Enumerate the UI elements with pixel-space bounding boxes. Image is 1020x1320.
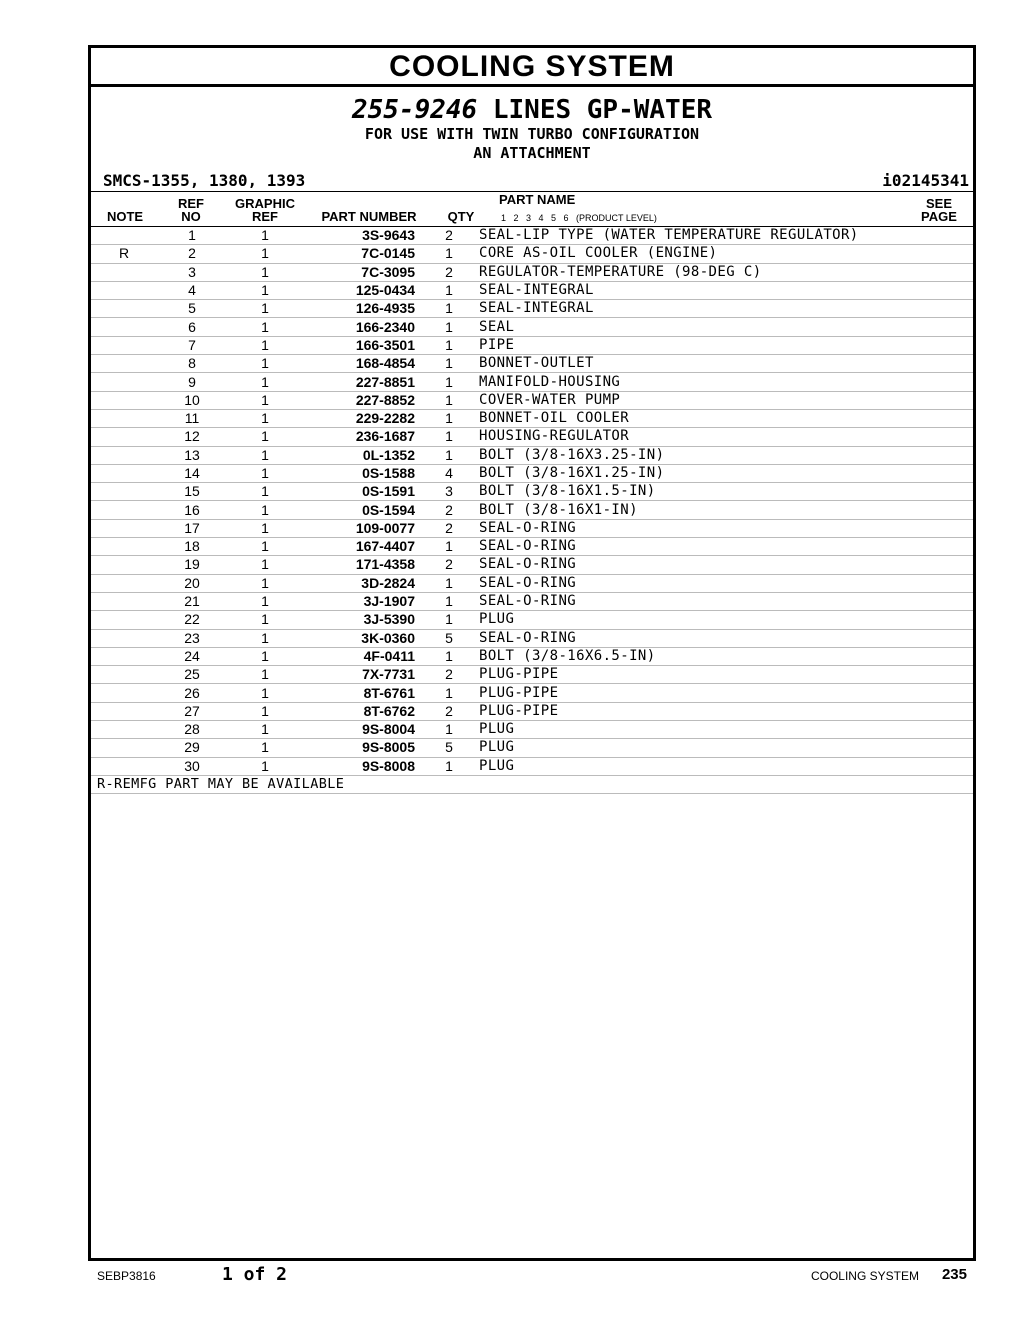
cell-part-name: BONNET-OIL COOLER bbox=[469, 409, 933, 427]
section-title-bar bbox=[91, 48, 973, 87]
cell-ref-no: 24 bbox=[157, 647, 227, 665]
cell-part-number: 9S-8008 bbox=[303, 757, 429, 775]
cell-part-name: PLUG bbox=[469, 757, 933, 775]
table-row bbox=[91, 300, 973, 318]
cell-note bbox=[91, 227, 157, 245]
table-row bbox=[91, 446, 973, 464]
col-qty: QTY bbox=[447, 209, 475, 224]
cell-note bbox=[91, 446, 157, 464]
cell-part-name: REGULATOR-TEMPERATURE (98-DEG C) bbox=[469, 263, 933, 281]
cell-qty: 1 bbox=[429, 684, 469, 702]
table-row bbox=[91, 592, 973, 610]
cell-graphic-ref: 1 bbox=[227, 501, 303, 519]
cell-see-page bbox=[933, 227, 973, 245]
cell-see-page bbox=[933, 446, 973, 464]
cell-note bbox=[91, 464, 157, 482]
cell-qty: 1 bbox=[429, 391, 469, 409]
cell-graphic-ref: 1 bbox=[227, 684, 303, 702]
cell-note bbox=[91, 556, 157, 574]
cell-ref-no: 29 bbox=[157, 739, 227, 757]
table-row bbox=[91, 556, 973, 574]
cell-part-name: BOLT (3/8-16X6.5-IN) bbox=[469, 647, 933, 665]
cell-ref-no: 12 bbox=[157, 428, 227, 446]
cell-part-number: 3J-5390 bbox=[303, 611, 429, 629]
cell-note bbox=[91, 538, 157, 556]
cell-qty: 1 bbox=[429, 592, 469, 610]
cell-part-name: PLUG-PIPE bbox=[469, 666, 933, 684]
cell-part-number: 229-2282 bbox=[303, 409, 429, 427]
cell-qty: 3 bbox=[429, 483, 469, 501]
table-row bbox=[91, 684, 973, 702]
cell-part-name: PLUG-PIPE bbox=[469, 684, 933, 702]
cell-ref-no: 10 bbox=[157, 391, 227, 409]
cell-graphic-ref: 1 bbox=[227, 592, 303, 610]
cell-part-number: 9S-8004 bbox=[303, 721, 429, 739]
table-row bbox=[91, 391, 973, 409]
cell-note bbox=[91, 428, 157, 446]
col-product-level: 1 2 3 4 5 6 (PRODUCT LEVEL) bbox=[501, 213, 657, 223]
col-note: NOTE bbox=[106, 209, 144, 224]
cell-part-number: 3J-1907 bbox=[303, 592, 429, 610]
table-row bbox=[91, 227, 973, 245]
cell-graphic-ref: 1 bbox=[227, 574, 303, 592]
table-row bbox=[91, 245, 973, 263]
cell-see-page bbox=[933, 611, 973, 629]
col-part-name: PART NAME bbox=[499, 192, 576, 207]
table-row bbox=[91, 483, 973, 501]
cell-part-number: 0L-1352 bbox=[303, 446, 429, 464]
cell-graphic-ref: 1 bbox=[227, 483, 303, 501]
cell-graphic-ref: 1 bbox=[227, 300, 303, 318]
cell-part-number: 3S-9643 bbox=[303, 227, 429, 245]
cell-see-page bbox=[933, 721, 973, 739]
cell-part-name: SEAL-O-RING bbox=[469, 629, 933, 647]
table-row bbox=[91, 739, 973, 757]
cell-note bbox=[91, 373, 157, 391]
smcs-codes: SMCS-1355, 1380, 1393 bbox=[103, 171, 306, 190]
cell-graphic-ref: 1 bbox=[227, 757, 303, 775]
cell-note: R bbox=[91, 245, 157, 263]
cell-part-name: PLUG bbox=[469, 721, 933, 739]
cell-note bbox=[91, 629, 157, 647]
cell-see-page bbox=[933, 300, 973, 318]
cell-part-number: 3K-0360 bbox=[303, 629, 429, 647]
cell-part-name: SEAL-LIP TYPE (WATER TEMPERATURE REGULATOR) bbox=[469, 227, 933, 245]
cell-graphic-ref: 1 bbox=[227, 647, 303, 665]
cell-part-name: SEAL-O-RING bbox=[469, 519, 933, 537]
cell-ref-no: 6 bbox=[157, 318, 227, 336]
cell-part-name: PLUG bbox=[469, 611, 933, 629]
cell-see-page bbox=[933, 538, 973, 556]
cell-graphic-ref: 1 bbox=[227, 355, 303, 373]
cell-graphic-ref: 1 bbox=[227, 721, 303, 739]
cell-graphic-ref: 1 bbox=[227, 666, 303, 684]
page-number: 235 bbox=[941, 1266, 967, 1283]
cell-part-number: 171-4358 bbox=[303, 556, 429, 574]
subtitle-attachment: AN ATTACHMENT bbox=[473, 144, 591, 162]
cell-ref-no: 25 bbox=[157, 666, 227, 684]
table-row bbox=[91, 666, 973, 684]
cell-qty: 1 bbox=[429, 281, 469, 299]
cell-qty: 5 bbox=[429, 629, 469, 647]
cell-ref-no: 23 bbox=[157, 629, 227, 647]
col-part-number: PART NUMBER bbox=[321, 209, 417, 224]
table-row bbox=[91, 263, 973, 281]
cell-qty: 1 bbox=[429, 574, 469, 592]
cell-graphic-ref: 1 bbox=[227, 336, 303, 354]
cell-see-page bbox=[933, 281, 973, 299]
table-row bbox=[91, 702, 973, 720]
cell-part-name: SEAL-O-RING bbox=[469, 538, 933, 556]
cell-see-page bbox=[933, 409, 973, 427]
cell-note bbox=[91, 721, 157, 739]
cell-part-name: SEAL-O-RING bbox=[469, 574, 933, 592]
cell-qty: 1 bbox=[429, 373, 469, 391]
cell-graphic-ref: 1 bbox=[227, 227, 303, 245]
cell-qty: 1 bbox=[429, 538, 469, 556]
cell-part-number: 166-3501 bbox=[303, 336, 429, 354]
cell-qty: 2 bbox=[429, 227, 469, 245]
cell-qty: 1 bbox=[429, 355, 469, 373]
cell-see-page bbox=[933, 483, 973, 501]
table-row bbox=[91, 538, 973, 556]
cell-qty: 2 bbox=[429, 556, 469, 574]
cell-ref-no: 14 bbox=[157, 464, 227, 482]
table-row bbox=[91, 647, 973, 665]
cell-ref-no: 20 bbox=[157, 574, 227, 592]
table-row bbox=[91, 336, 973, 354]
table-row bbox=[91, 373, 973, 391]
cell-see-page bbox=[933, 519, 973, 537]
cell-graphic-ref: 1 bbox=[227, 245, 303, 263]
cell-see-page bbox=[933, 757, 973, 775]
cell-note bbox=[91, 611, 157, 629]
cell-see-page bbox=[933, 245, 973, 263]
cell-see-page bbox=[933, 629, 973, 647]
cell-qty: 2 bbox=[429, 702, 469, 720]
cell-note bbox=[91, 263, 157, 281]
cell-ref-no: 22 bbox=[157, 611, 227, 629]
table-row bbox=[91, 464, 973, 482]
cell-see-page bbox=[933, 666, 973, 684]
cell-see-page bbox=[933, 574, 973, 592]
doc-number: SEBP3816 bbox=[97, 1269, 156, 1283]
cell-ref-no: 5 bbox=[157, 300, 227, 318]
cell-graphic-ref: 1 bbox=[227, 281, 303, 299]
cell-part-number: 8T-6761 bbox=[303, 684, 429, 702]
cell-graphic-ref: 1 bbox=[227, 739, 303, 757]
cell-part-name: SEAL-INTEGRAL bbox=[469, 281, 933, 299]
cell-ref-no: 16 bbox=[157, 501, 227, 519]
cell-part-number: 236-1687 bbox=[303, 428, 429, 446]
table-row bbox=[91, 409, 973, 427]
cell-note bbox=[91, 391, 157, 409]
table-row bbox=[91, 611, 973, 629]
cell-part-name: SEAL-INTEGRAL bbox=[469, 300, 933, 318]
cell-note bbox=[91, 281, 157, 299]
parts-list-frame bbox=[88, 45, 976, 1261]
cell-see-page bbox=[933, 684, 973, 702]
cell-qty: 2 bbox=[429, 666, 469, 684]
cell-ref-no: 9 bbox=[157, 373, 227, 391]
cell-part-number: 227-8851 bbox=[303, 373, 429, 391]
cell-note bbox=[91, 739, 157, 757]
cell-see-page bbox=[933, 428, 973, 446]
cell-qty: 2 bbox=[429, 519, 469, 537]
cell-ref-no: 19 bbox=[157, 556, 227, 574]
cell-see-page bbox=[933, 391, 973, 409]
cell-graphic-ref: 1 bbox=[227, 391, 303, 409]
cell-graphic-ref: 1 bbox=[227, 409, 303, 427]
cell-note bbox=[91, 355, 157, 373]
cell-ref-no: 18 bbox=[157, 538, 227, 556]
cell-see-page bbox=[933, 464, 973, 482]
cell-note bbox=[91, 300, 157, 318]
cell-part-number: 227-8852 bbox=[303, 391, 429, 409]
cell-part-name: BOLT (3/8-16X1.5-IN) bbox=[469, 483, 933, 501]
cell-note bbox=[91, 501, 157, 519]
cell-part-name: HOUSING-REGULATOR bbox=[469, 428, 933, 446]
cell-graphic-ref: 1 bbox=[227, 446, 303, 464]
cell-graphic-ref: 1 bbox=[227, 519, 303, 537]
cell-ref-no: 4 bbox=[157, 281, 227, 299]
cell-graphic-ref: 1 bbox=[227, 538, 303, 556]
illustration-id: i02145341 bbox=[882, 171, 969, 190]
cell-see-page bbox=[933, 263, 973, 281]
cell-graphic-ref: 1 bbox=[227, 702, 303, 720]
cell-qty: 4 bbox=[429, 464, 469, 482]
cell-see-page bbox=[933, 647, 973, 665]
cell-part-number: 3D-2824 bbox=[303, 574, 429, 592]
table-row bbox=[91, 501, 973, 519]
footer-section: COOLING SYSTEM bbox=[810, 1269, 919, 1283]
cell-part-number: 7C-0145 bbox=[303, 245, 429, 263]
cell-ref-no: 17 bbox=[157, 519, 227, 537]
cell-qty: 2 bbox=[429, 501, 469, 519]
table-row bbox=[91, 629, 973, 647]
cell-ref-no: 26 bbox=[157, 684, 227, 702]
cell-part-name: BOLT (3/8-16X3.25-IN) bbox=[469, 446, 933, 464]
smcs-row bbox=[91, 169, 973, 191]
cell-see-page bbox=[933, 592, 973, 610]
cell-qty: 1 bbox=[429, 318, 469, 336]
cell-part-name: BOLT (3/8-16X1-IN) bbox=[469, 501, 933, 519]
cell-qty: 1 bbox=[429, 409, 469, 427]
cell-part-name: PLUG bbox=[469, 739, 933, 757]
cell-qty: 1 bbox=[429, 446, 469, 464]
col-ref-top: REF bbox=[178, 196, 204, 211]
cell-part-number: 166-2340 bbox=[303, 318, 429, 336]
cell-part-name: SEAL-O-RING bbox=[469, 592, 933, 610]
page-footer bbox=[0, 1264, 1020, 1288]
cell-qty: 5 bbox=[429, 739, 469, 757]
cell-note bbox=[91, 684, 157, 702]
cell-part-number: 167-4407 bbox=[303, 538, 429, 556]
section-title: COOLING SYSTEM bbox=[389, 50, 675, 83]
cell-graphic-ref: 1 bbox=[227, 318, 303, 336]
col-graphic-top: GRAPHIC bbox=[235, 196, 295, 211]
cell-part-number: 125-0434 bbox=[303, 281, 429, 299]
group-name: LINES GP-WATER bbox=[492, 95, 713, 125]
cell-qty: 1 bbox=[429, 428, 469, 446]
cell-part-name: PIPE bbox=[469, 336, 933, 354]
cell-qty: 1 bbox=[429, 647, 469, 665]
cell-ref-no: 28 bbox=[157, 721, 227, 739]
cell-qty: 1 bbox=[429, 611, 469, 629]
col-see-bottom: PAGE bbox=[921, 209, 957, 224]
cell-graphic-ref: 1 bbox=[227, 611, 303, 629]
group-heading bbox=[91, 87, 973, 163]
cell-note bbox=[91, 592, 157, 610]
cell-part-number: 168-4854 bbox=[303, 355, 429, 373]
group-number: 255-9246 bbox=[351, 95, 478, 125]
cell-qty: 1 bbox=[429, 245, 469, 263]
cell-part-number: 8T-6762 bbox=[303, 702, 429, 720]
cell-graphic-ref: 1 bbox=[227, 373, 303, 391]
parts-table-body bbox=[91, 227, 973, 775]
cell-part-name: BONNET-OUTLET bbox=[469, 355, 933, 373]
cell-note bbox=[91, 666, 157, 684]
cell-ref-no: 27 bbox=[157, 702, 227, 720]
table-row bbox=[91, 318, 973, 336]
table-row bbox=[91, 519, 973, 537]
cell-see-page bbox=[933, 556, 973, 574]
col-ref-bottom: NO bbox=[181, 209, 201, 224]
group-title bbox=[91, 95, 973, 125]
cell-ref-no: 8 bbox=[157, 355, 227, 373]
cell-see-page bbox=[933, 739, 973, 757]
cell-note bbox=[91, 647, 157, 665]
cell-part-number: 109-0077 bbox=[303, 519, 429, 537]
cell-part-number: 0S-1588 bbox=[303, 464, 429, 482]
parts-table bbox=[91, 227, 973, 776]
cell-ref-no: 3 bbox=[157, 263, 227, 281]
cell-part-name: SEAL-O-RING bbox=[469, 556, 933, 574]
table-row bbox=[91, 721, 973, 739]
cell-see-page bbox=[933, 318, 973, 336]
cell-qty: 1 bbox=[429, 757, 469, 775]
subtitle-configuration: FOR USE WITH TWIN TURBO CONFIGURATION bbox=[364, 125, 700, 143]
cell-part-number: 0S-1591 bbox=[303, 483, 429, 501]
cell-see-page bbox=[933, 373, 973, 391]
cell-qty: 1 bbox=[429, 721, 469, 739]
cell-ref-no: 2 bbox=[157, 245, 227, 263]
table-row bbox=[91, 757, 973, 775]
cell-part-number: 0S-1594 bbox=[303, 501, 429, 519]
column-header bbox=[91, 191, 973, 227]
footnote: R-REMFG PART MAY BE AVAILABLE bbox=[91, 776, 973, 794]
cell-see-page bbox=[933, 702, 973, 720]
cell-part-name: PLUG-PIPE bbox=[469, 702, 933, 720]
cell-see-page bbox=[933, 355, 973, 373]
cell-ref-no: 7 bbox=[157, 336, 227, 354]
cell-note bbox=[91, 757, 157, 775]
cell-note bbox=[91, 318, 157, 336]
cell-graphic-ref: 1 bbox=[227, 629, 303, 647]
cell-part-name: COVER-WATER PUMP bbox=[469, 391, 933, 409]
cell-qty: 2 bbox=[429, 263, 469, 281]
cell-see-page bbox=[933, 336, 973, 354]
table-row bbox=[91, 281, 973, 299]
cell-graphic-ref: 1 bbox=[227, 556, 303, 574]
cell-see-page bbox=[933, 501, 973, 519]
table-row bbox=[91, 574, 973, 592]
cell-graphic-ref: 1 bbox=[227, 464, 303, 482]
cell-note bbox=[91, 574, 157, 592]
table-row bbox=[91, 355, 973, 373]
cell-part-number: 9S-8005 bbox=[303, 739, 429, 757]
cell-part-number: 7C-3095 bbox=[303, 263, 429, 281]
col-see-top: SEE bbox=[925, 196, 952, 211]
cell-part-number: 7X-7731 bbox=[303, 666, 429, 684]
cell-ref-no: 30 bbox=[157, 757, 227, 775]
cell-ref-no: 15 bbox=[157, 483, 227, 501]
cell-note bbox=[91, 409, 157, 427]
page-of: 1 of 2 bbox=[222, 1264, 288, 1285]
col-graphic-bottom: REF bbox=[252, 209, 278, 224]
cell-part-number: 4F-0411 bbox=[303, 647, 429, 665]
table-row bbox=[91, 428, 973, 446]
cell-part-name: BOLT (3/8-16X1.25-IN) bbox=[469, 464, 933, 482]
cell-ref-no: 21 bbox=[157, 592, 227, 610]
cell-part-name: CORE AS-OIL COOLER (ENGINE) bbox=[469, 245, 933, 263]
cell-graphic-ref: 1 bbox=[227, 428, 303, 446]
cell-part-name: MANIFOLD-HOUSING bbox=[469, 373, 933, 391]
cell-ref-no: 11 bbox=[157, 409, 227, 427]
cell-part-number: 126-4935 bbox=[303, 300, 429, 318]
cell-ref-no: 1 bbox=[157, 227, 227, 245]
cell-qty: 1 bbox=[429, 336, 469, 354]
cell-qty: 1 bbox=[429, 300, 469, 318]
cell-note bbox=[91, 483, 157, 501]
cell-graphic-ref: 1 bbox=[227, 263, 303, 281]
cell-ref-no: 13 bbox=[157, 446, 227, 464]
cell-note bbox=[91, 702, 157, 720]
cell-part-name: SEAL bbox=[469, 318, 933, 336]
cell-note bbox=[91, 519, 157, 537]
cell-note bbox=[91, 336, 157, 354]
